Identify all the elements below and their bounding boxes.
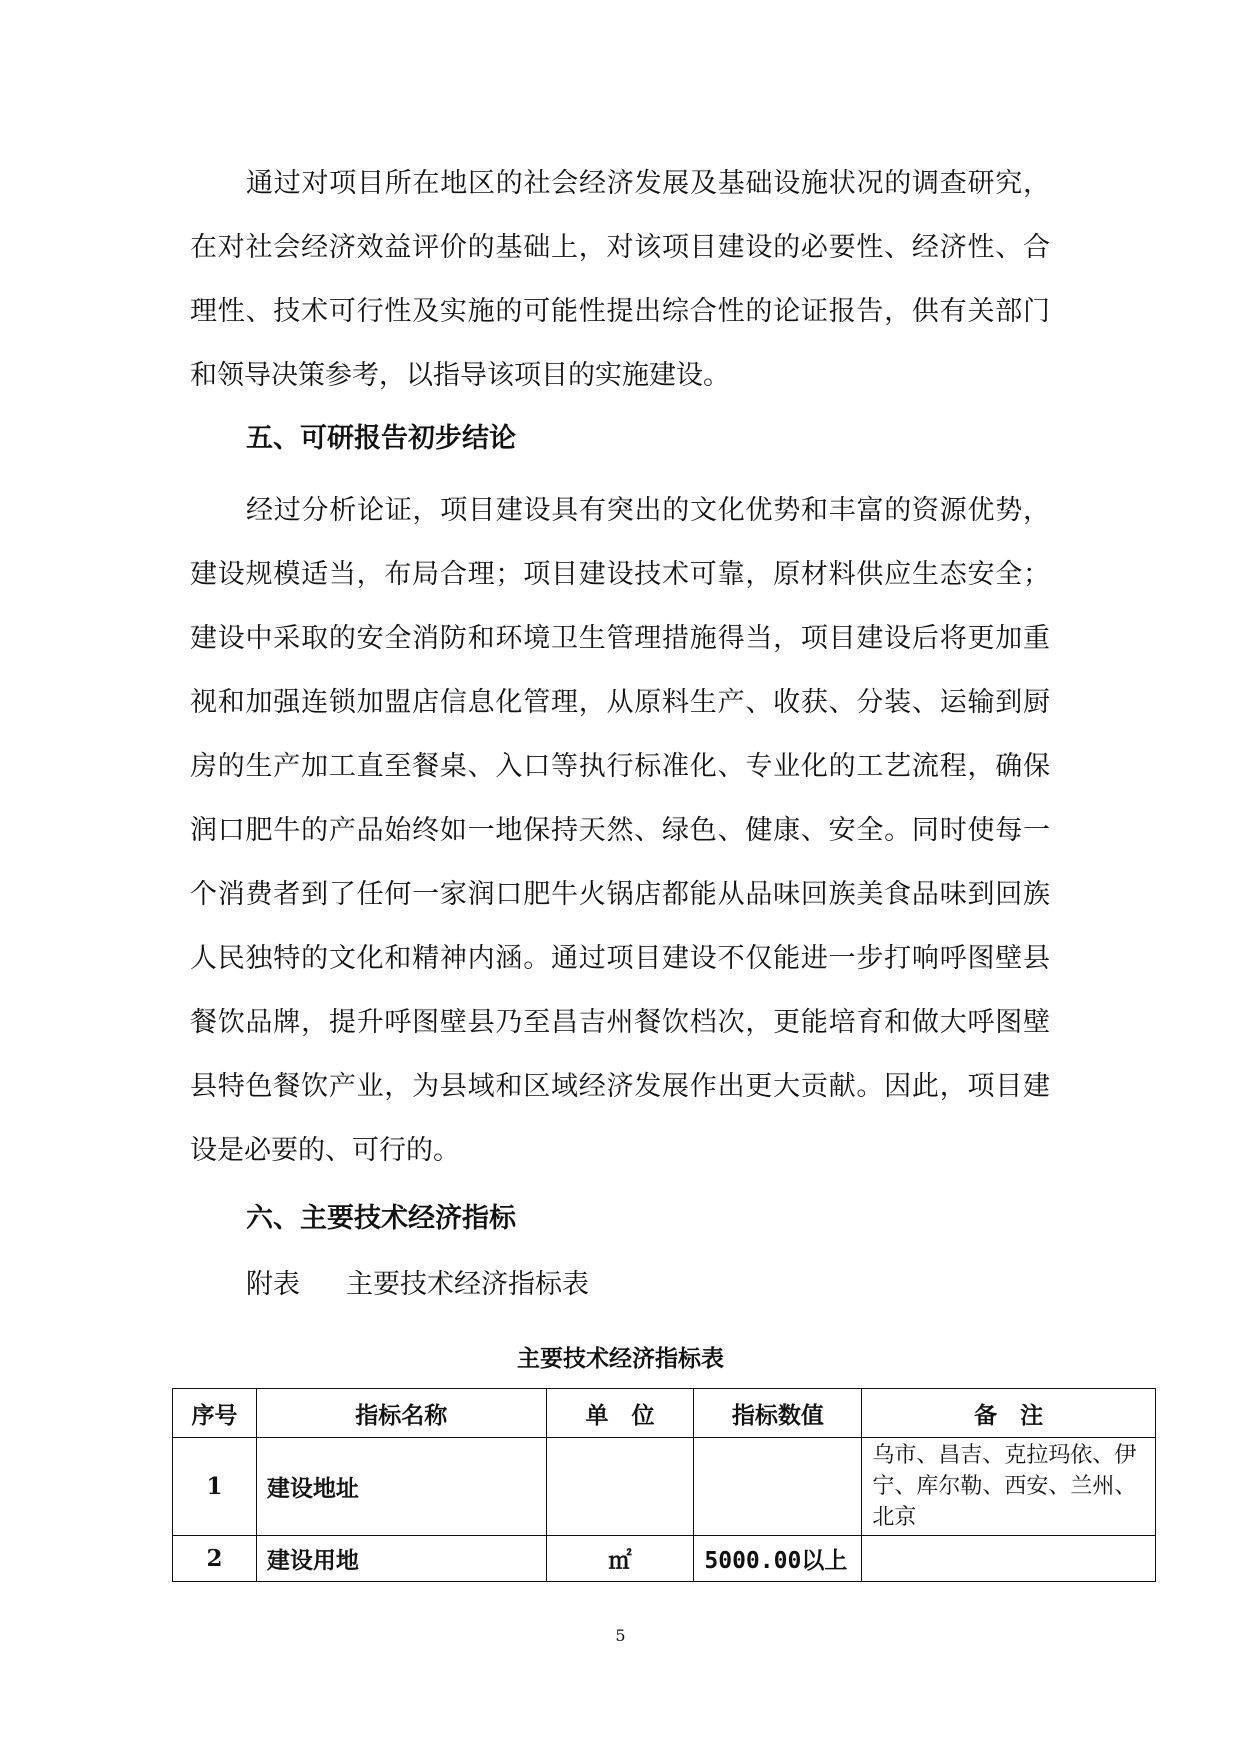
- cell-value: [694, 1438, 862, 1536]
- appendix-line: [246, 1262, 589, 1301]
- intro-paragraph: 通过对项目所在地区的社会经济发展及基础设施状况的调查研究，在对社会经济效益评价的基础上，对该项目建设的必要性、经济性、合理性、技术可行性及实施的可能性提出综合性的论证报告，供有关部门和领导决策参考，以指导该项目的实施建设。: [190, 168, 1050, 391]
- cell-no: 2: [173, 1536, 257, 1582]
- table-title: 主要技术经济指标表: [517, 1346, 724, 1372]
- header-no: 序号: [173, 1389, 257, 1438]
- page-number: 5: [615, 1626, 626, 1645]
- cell-unit: [546, 1438, 694, 1536]
- cell-name: 建设地址: [256, 1438, 546, 1536]
- header-name: 指标名称: [256, 1389, 546, 1438]
- header-value: 指标数值: [694, 1389, 862, 1438]
- table-row: [173, 1438, 1156, 1536]
- section-heading-indicators: 六、主要技术经济指标: [246, 1203, 516, 1234]
- cell-note: 乌市、昌吉、克拉玛依、伊宁、库尔勒、西安、兰州、北京: [862, 1438, 1156, 1536]
- cell-unit: ㎡: [546, 1536, 694, 1582]
- table-header-row: [173, 1389, 1156, 1438]
- table-row: [173, 1536, 1156, 1582]
- section-heading-conclusion: 五、可研报告初步结论: [246, 423, 516, 454]
- cell-no: 1: [173, 1438, 257, 1536]
- cell-note: [862, 1536, 1156, 1582]
- conclusion-paragraph: 经过分析论证，项目建设具有突出的文化优势和丰富的资源优势，建设规模适当，布局合理；项目建设技术可靠，原材料供应生态安全；建设中采取的安全消防和环境卫生管理措施得当，项目建设后将更加重视和加强连锁加盟店信息化管理，从原料生产、收获、分装、运输到厨房的生产加工直至餐桌、入口等执行标准化、专业化的工艺流程，确保润口肥牛的产品始终如一地保持天然、绿色、健康、安全。同时使每一个消费者到了任何一家润口肥牛火锅店都能从品味回族美食品味到回族人民独特的文化和精神内涵。通过项目建设不仅能进一步打响呼图壁县餐饮品牌，提升呼图壁县乃至昌吉州餐饮档次，更能培育和做大呼图壁县特色餐饮产业，为县域和区域经济发展作出更大贡献。因此，项目建设是必要的、可行的。: [190, 495, 1050, 1166]
- header-note: 备 注: [862, 1389, 1156, 1438]
- cell-value: 5000.00以上: [694, 1536, 862, 1582]
- appendix-label: 附表: [246, 1269, 300, 1300]
- appendix-title: 主要技术经济指标表: [346, 1269, 589, 1300]
- cell-name: 建设用地: [256, 1536, 546, 1582]
- header-unit: 单 位: [546, 1389, 694, 1438]
- indicators-table: [172, 1388, 1156, 1582]
